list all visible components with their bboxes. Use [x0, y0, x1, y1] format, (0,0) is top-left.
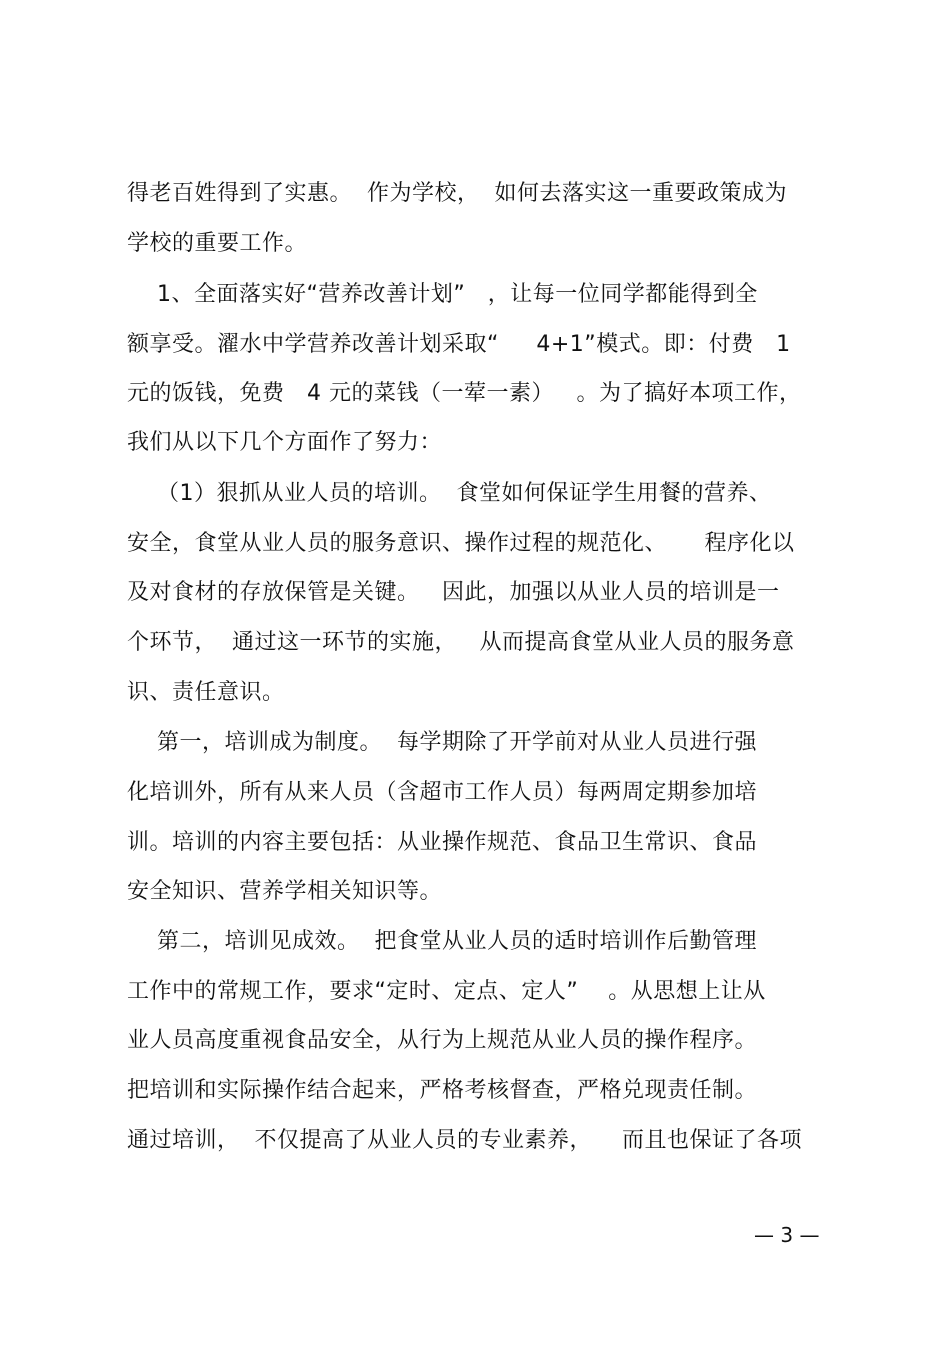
text-line-3: 1、全面落实好“营养改善计划” ，让每一位同学都能得到全 [127, 282, 758, 307]
text-line-10: 个环节， 通过这一环节的实施， 从而提高食堂从业人员的服务意 [127, 630, 795, 655]
text-line-7: （1）狠抓从业人员的培训。 食堂如何保证学生用餐的营养、 [127, 481, 772, 506]
text-line-13: 化培训外，所有从来人员（含超市工作人员）每两周定期参加培 [127, 780, 758, 805]
text-line-4: 额享受。濯水中学营养改善计划采取“ 4+1”模式。即：付费 1 [127, 332, 791, 357]
text-line-17: 工作中的常规工作，要求“定时、定点、定人” 。从思想上让从 [127, 979, 766, 1004]
text-line-19: 把培训和实际操作结合起来，严格考核督查，严格兑现责任制。 [127, 1078, 758, 1103]
text-line-5: 元的饭钱，免费 4 元的菜钱（一荤一素） 。为了搞好本项工作， [127, 381, 802, 406]
text-line-11: 识、责任意识。 [127, 680, 285, 705]
text-line-12: 第一，培训成为制度。 每学期除了开学前对从业人员进行强 [127, 730, 757, 755]
text-line-8: 安全，食堂从业人员的服务意识、操作过程的规范化、 程序化以 [127, 531, 795, 556]
text-line-20: 通过培训， 不仅提高了从业人员的专业素养， 而且也保证了各项 [127, 1128, 802, 1153]
text-line-2: 学校的重要工作。 [127, 231, 308, 256]
text-line-18: 业人员高度重视食品安全，从行为上规范从业人员的操作程序。 [127, 1028, 758, 1053]
text-line-1: 得老百姓得到了实惠。 作为学校， 如何去落实这一重要政策成为 [127, 181, 787, 206]
text-line-6: 我们从以下几个方面作了努力： [127, 430, 443, 455]
text-line-16: 第二，培训见成效。 把食堂从业人员的适时培训作后勤管理 [127, 929, 757, 954]
text-line-9: 及对食材的存放保管是关键。 因此，加强以从业人员的培训是一 [127, 580, 780, 605]
text-line-14: 训。培训的内容主要包括：从业操作规范、食品卫生常识、食品 [127, 830, 758, 855]
page-number: — 3 — [754, 1223, 820, 1247]
text-line-15: 安全知识、营养学相关知识等。 [127, 879, 443, 904]
